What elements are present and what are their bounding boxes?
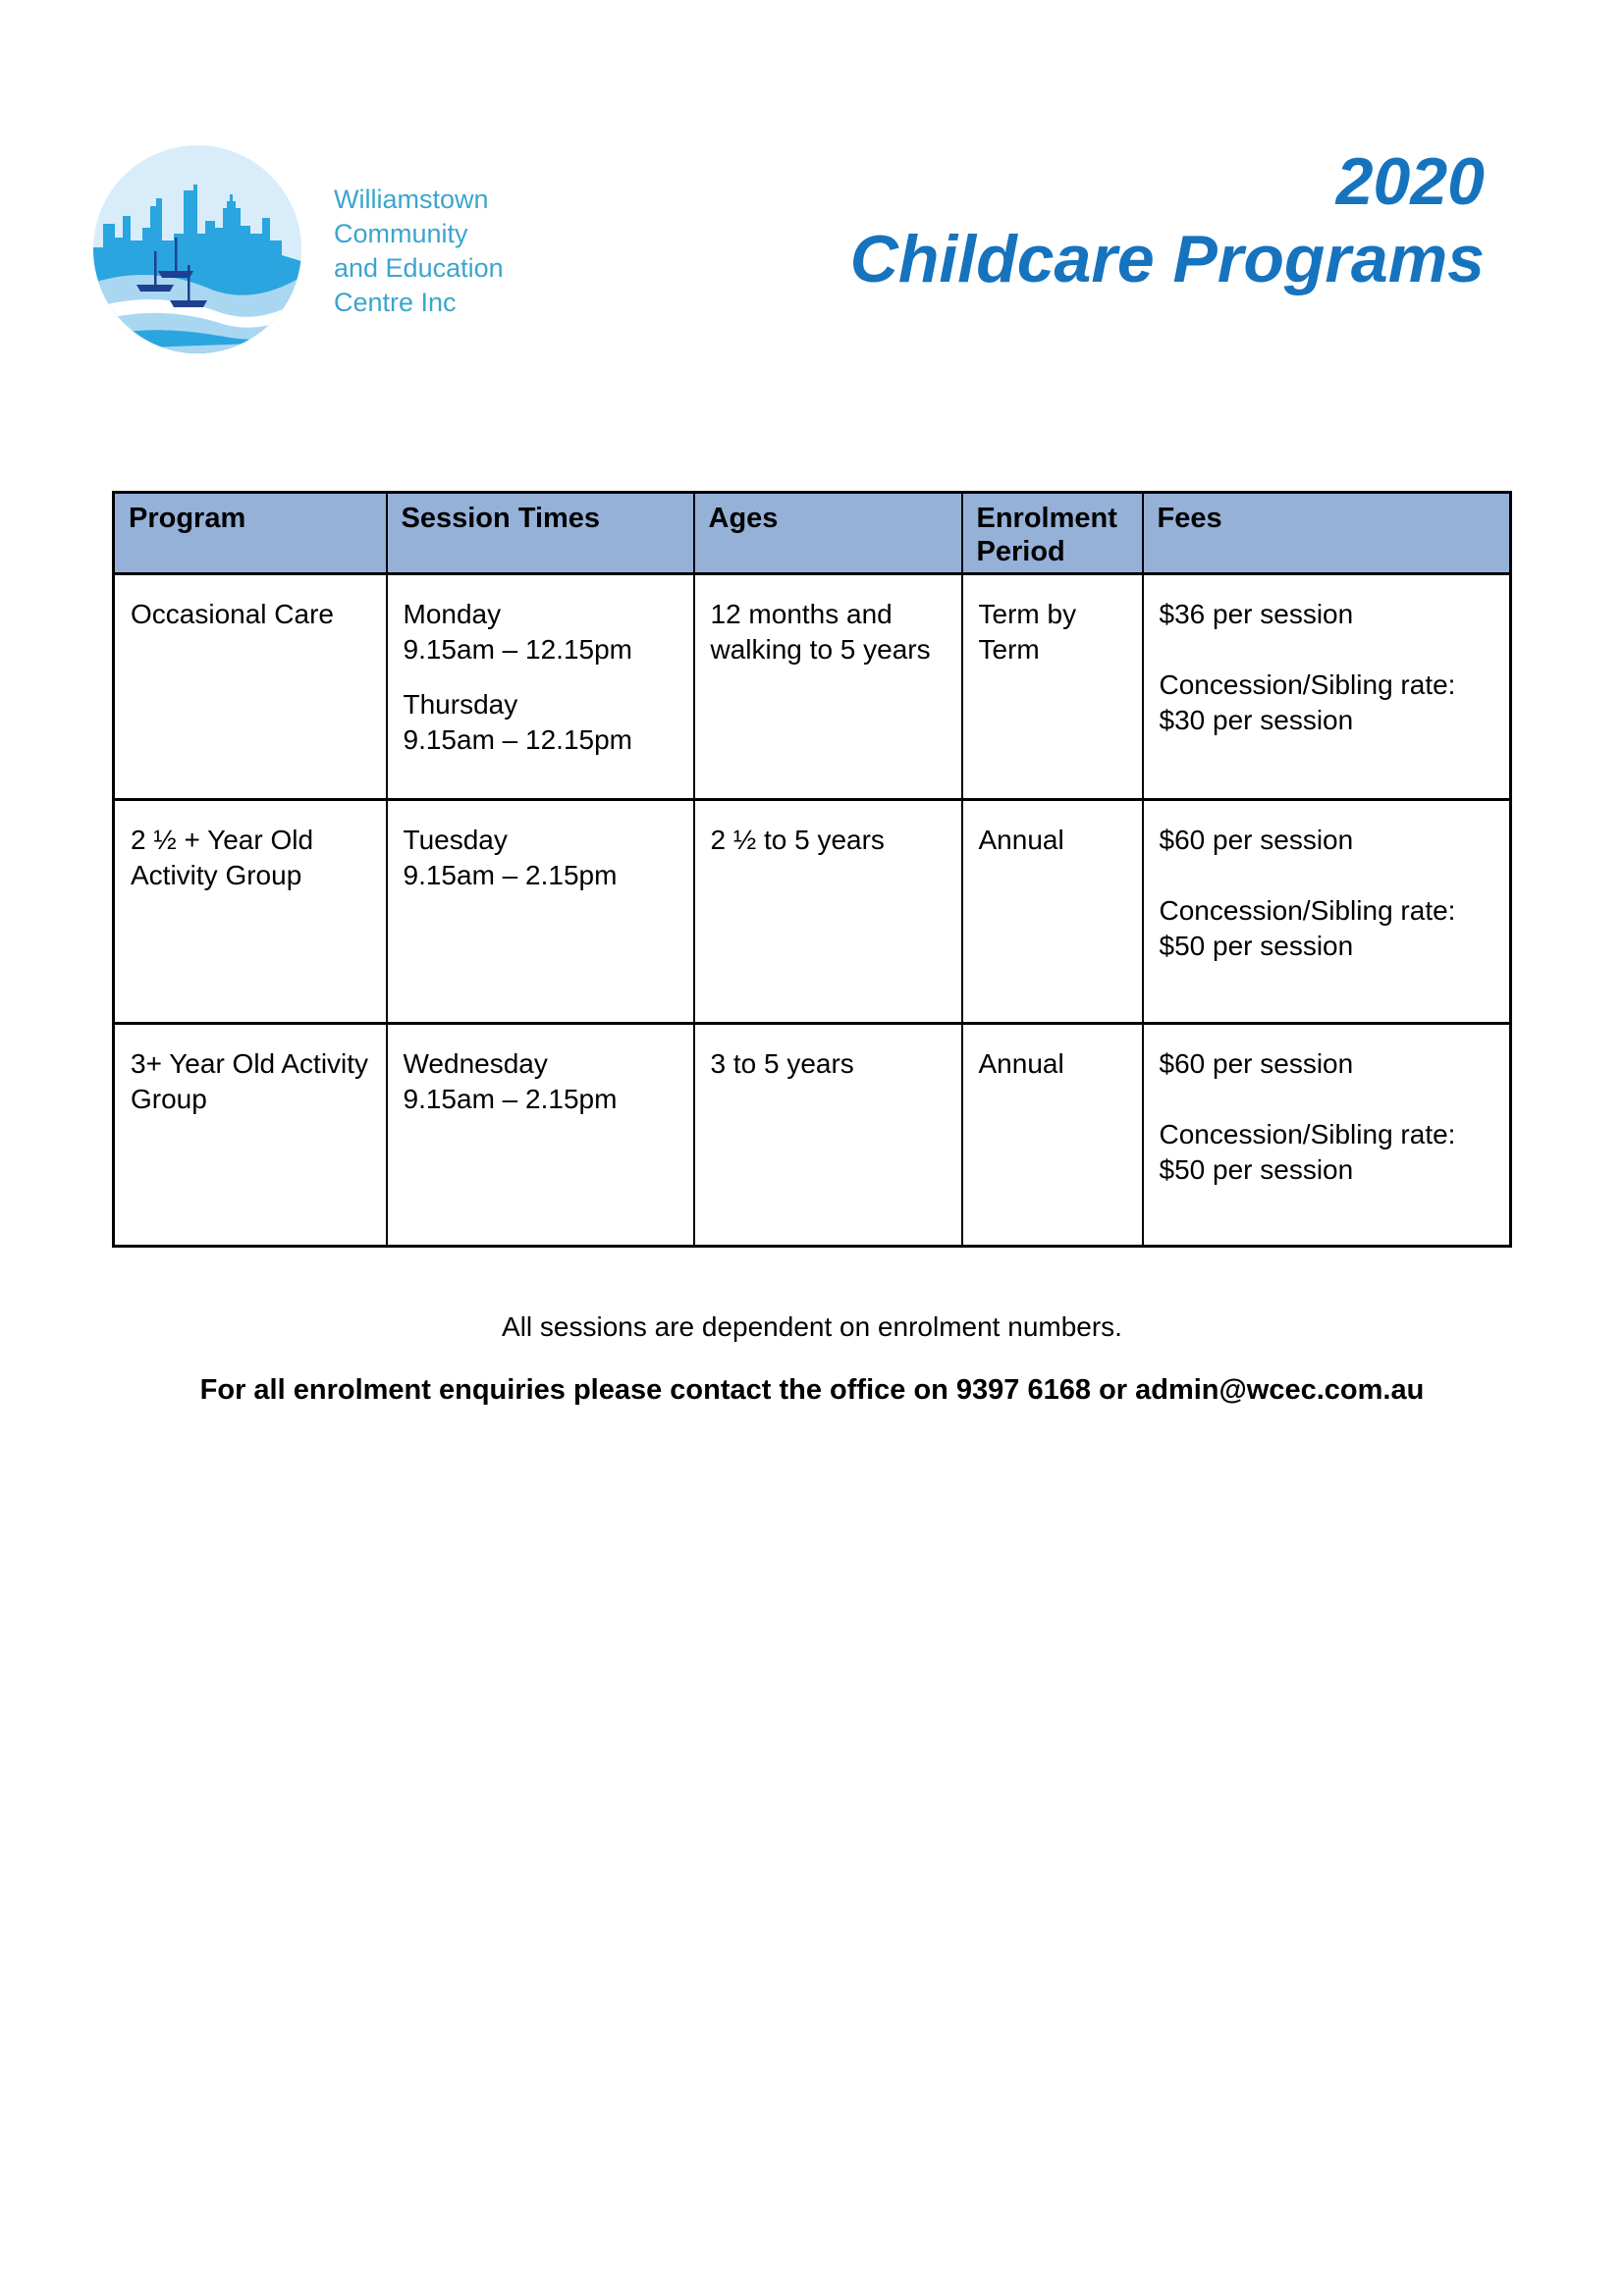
- fee-concession-rate: $30 per session: [1159, 705, 1354, 735]
- cell-ages: 12 months and walking to 5 years: [694, 574, 962, 800]
- fee-standard: $36 per session: [1159, 599, 1354, 629]
- org-name-line: and Education: [334, 253, 504, 283]
- fee-concession-label: Concession/Sibling rate:: [1159, 669, 1456, 700]
- org-name-line: Williamstown: [334, 185, 489, 214]
- fee-concession-rate: $50 per session: [1159, 931, 1354, 961]
- session-day: Monday: [403, 599, 502, 629]
- cell-fees: [1143, 574, 1511, 800]
- org-name: [334, 183, 504, 320]
- org-name-line: Centre Inc: [334, 288, 457, 317]
- cell-enrolment: Annual: [962, 1024, 1143, 1247]
- cell-enrolment: Term by Term: [962, 574, 1143, 800]
- table-header-row: [114, 493, 1511, 574]
- cell-program: Occasional Care: [114, 574, 387, 800]
- header-session-times: Session Times: [387, 493, 694, 574]
- cell-program: 2 ½ + Year Old Activity Group: [114, 800, 387, 1024]
- session-day: Wednesday: [403, 1048, 548, 1079]
- table-row: [114, 574, 1511, 800]
- org-logo: [93, 145, 504, 353]
- org-name-line: Community: [334, 219, 468, 248]
- fee-standard: $60 per session: [1159, 825, 1354, 855]
- header-program: Program: [114, 493, 387, 574]
- session-day: Tuesday: [403, 825, 508, 855]
- title-main: Childcare Programs: [849, 222, 1485, 296]
- fee-concession-rate: $50 per session: [1159, 1154, 1354, 1185]
- cell-enrolment: Annual: [962, 800, 1143, 1024]
- note-enrolment-contact: For all enrolment enquiries please contact the office on 9397 6168 or admin@wcec.com.au: [199, 1374, 1425, 1406]
- header-fees: Fees: [1143, 493, 1511, 574]
- cell-session-times: [387, 1024, 694, 1247]
- table-row: [114, 800, 1511, 1024]
- cell-fees: [1143, 1024, 1511, 1247]
- fee-standard: $60 per session: [1159, 1048, 1354, 1079]
- session-time: 9.15am – 2.15pm: [403, 1084, 618, 1114]
- header-enrolment-period: Enrolment Period: [962, 493, 1143, 574]
- cell-ages: 3 to 5 years: [694, 1024, 962, 1247]
- cell-program: 3+ Year Old Activity Group: [114, 1024, 387, 1247]
- city-skyline-harbour-icon: [93, 145, 301, 353]
- document-title: [849, 144, 1485, 296]
- fee-concession-label: Concession/Sibling rate:: [1159, 1119, 1456, 1149]
- cell-ages: 2 ½ to 5 years: [694, 800, 962, 1024]
- cell-session-times: [387, 800, 694, 1024]
- session-time: 9.15am – 12.15pm: [403, 634, 632, 665]
- cell-session-times: [387, 574, 694, 800]
- fee-concession-label: Concession/Sibling rate:: [1159, 895, 1456, 926]
- title-year: 2020: [1335, 144, 1485, 219]
- cell-fees: [1143, 800, 1511, 1024]
- programs-table: [112, 491, 1512, 1248]
- note-sessions-dependent: All sessions are dependent on enrolment numbers.: [502, 1311, 1122, 1342]
- table-row: [114, 1024, 1511, 1247]
- session-day: Thursday: [403, 689, 518, 720]
- session-time: 9.15am – 12.15pm: [403, 724, 632, 755]
- header-ages: Ages: [694, 493, 962, 574]
- session-time: 9.15am – 2.15pm: [403, 860, 618, 890]
